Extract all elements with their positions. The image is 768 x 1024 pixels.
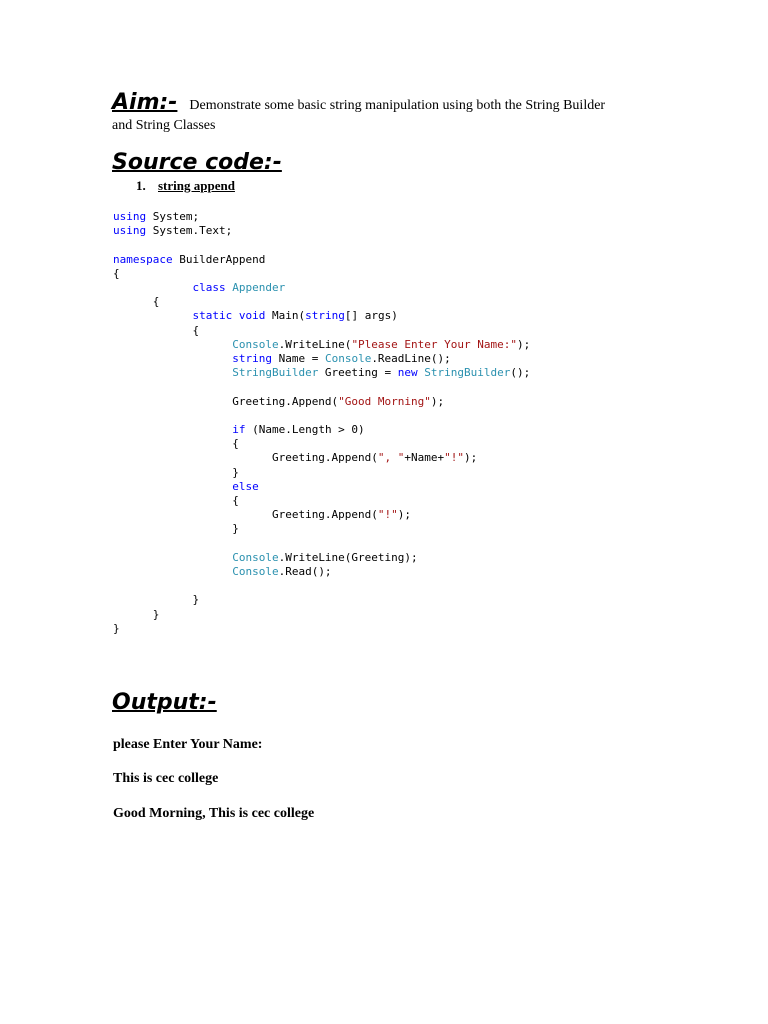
code-text: );	[430, 394, 445, 408]
aim-heading: Aim:-	[112, 90, 178, 115]
code-text: (Name.Length > 0)	[245, 423, 365, 437]
code-keyword: namespace	[113, 252, 173, 266]
list-item-number: 1.	[136, 178, 146, 193]
code-keyword: class	[192, 281, 226, 295]
code-keyword: else	[232, 479, 259, 493]
code-keyword: string	[232, 352, 272, 366]
code-text: System;	[146, 210, 200, 223]
code-text: Greeting.Append(	[271, 451, 378, 465]
code-brace: {	[113, 266, 120, 280]
code-text: Name =	[271, 352, 325, 366]
code-keyword: void	[238, 309, 266, 323]
code-text: .WriteLine(Greeting);	[278, 550, 418, 564]
code-string: "Good Morning"	[338, 394, 431, 408]
code-text: ();	[510, 366, 531, 380]
output-line-prompt: please Enter Your Name:	[113, 737, 263, 752]
code-text: [] args)	[344, 309, 398, 323]
code-brace: {	[232, 437, 239, 451]
code-type: Console	[324, 352, 372, 366]
code-text: .ReadLine();	[371, 352, 451, 366]
code-type: Appender	[232, 281, 286, 295]
aim-description-line2: and String Classes	[112, 118, 216, 133]
code-keyword: new	[397, 366, 418, 380]
code-text: );	[464, 451, 478, 465]
code-block	[113, 210, 530, 636]
code-text: +Name+	[404, 451, 445, 465]
code-keyword: string	[305, 309, 345, 323]
code-brace: }	[113, 621, 120, 635]
code-keyword: using	[113, 224, 147, 238]
code-text: BuilderAppend	[172, 252, 266, 266]
code-brace: {	[232, 494, 239, 508]
code-brace: {	[152, 295, 160, 309]
code-text: );	[517, 337, 531, 351]
output-heading: Output:-	[112, 690, 217, 715]
code-brace: }	[232, 465, 239, 479]
code-keyword: static	[192, 309, 233, 323]
source-code-heading: Source code:-	[112, 150, 282, 175]
code-keyword: using	[113, 210, 147, 223]
aim-section	[112, 90, 672, 136]
code-type: StringBuilder	[232, 366, 319, 380]
code-string: ", "	[377, 451, 405, 465]
list-item	[136, 177, 235, 195]
code-brace: }	[192, 593, 200, 607]
output-line-input: This is cec college	[113, 771, 219, 786]
code-string: "!"	[444, 451, 465, 465]
code-text: Greeting.Append(	[232, 394, 339, 408]
code-brace: }	[152, 607, 160, 621]
list-item-label: string append	[158, 178, 235, 193]
code-text: Greeting =	[318, 366, 398, 380]
code-text: .Read();	[278, 565, 332, 579]
code-keyword: if	[232, 423, 246, 437]
code-type: Console	[232, 337, 279, 351]
code-type: Console	[232, 565, 279, 579]
code-string: "!"	[377, 508, 398, 522]
code-text: Main(	[265, 309, 306, 323]
code-brace: {	[192, 323, 200, 337]
code-text: System.Text;	[146, 224, 233, 238]
code-text: Greeting.Append(	[271, 508, 378, 522]
code-text: .WriteLine(	[278, 337, 352, 351]
code-type: Console	[232, 550, 279, 564]
code-string: "Please Enter Your Name:"	[351, 337, 518, 351]
code-type: StringBuilder	[424, 366, 511, 380]
code-text: );	[397, 508, 412, 522]
code-brace: }	[232, 522, 239, 536]
aim-description-line1: Demonstrate some basic string manipulation using both the String Builder	[189, 98, 606, 113]
output-line-result: Good Morning, This is cec college	[113, 806, 315, 821]
